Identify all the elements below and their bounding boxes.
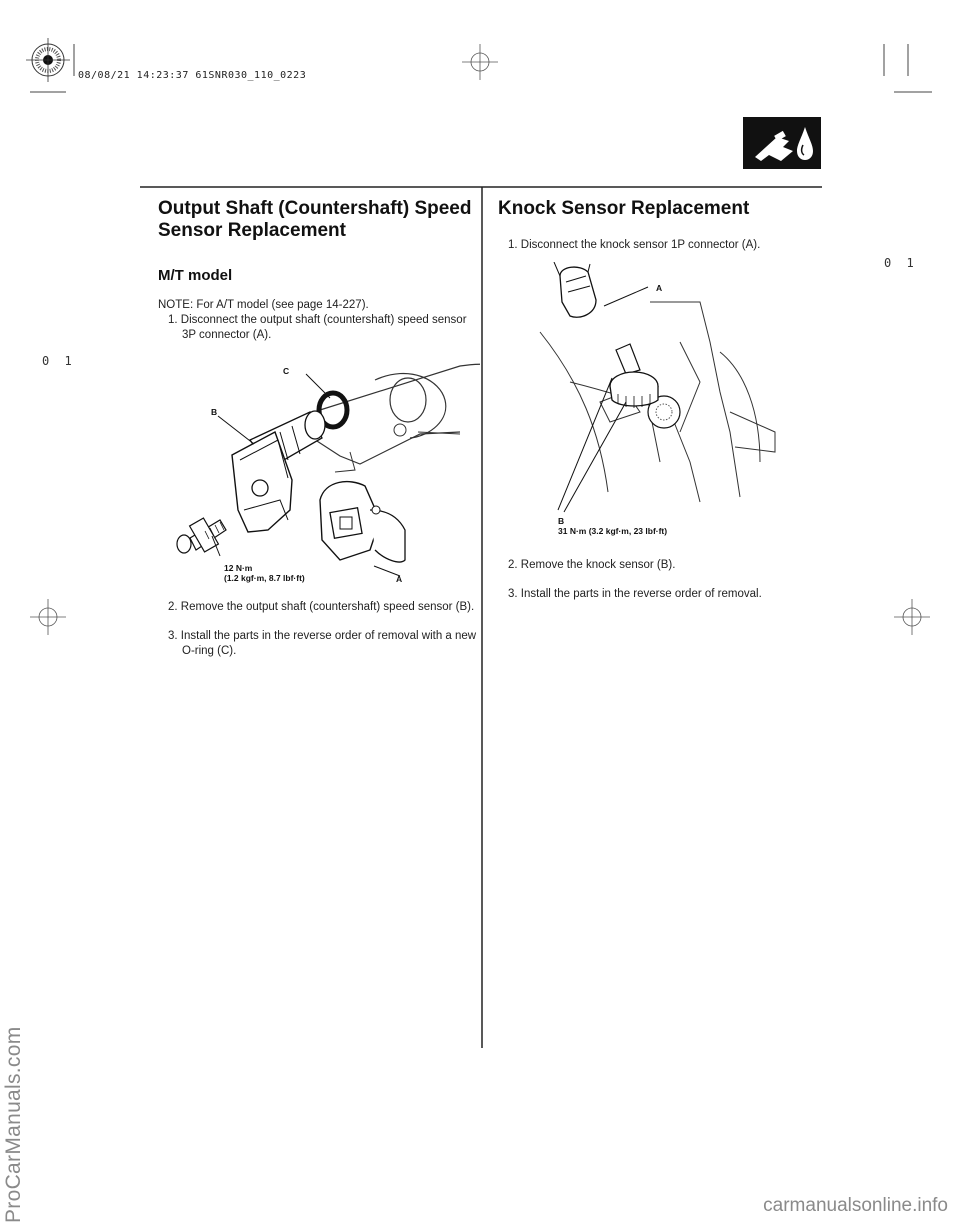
left-figure-torque-2: (1.2 kgf·m, 8.7 lbf·ft)	[224, 573, 305, 583]
right-figure-label-b: B	[558, 516, 565, 526]
registration-target-icon	[26, 38, 70, 82]
left-figure-label-b: B	[211, 407, 218, 417]
left-section-title: Output Shaft (Countershaft) Speed Sensor Replacement	[158, 198, 472, 241]
bottom-watermark: carmanualsonline.info	[763, 1195, 948, 1216]
note-text: NOTE: For A/T model (see page 14-227).	[158, 299, 369, 311]
right-step-1: 1. Disconnect the knock sensor 1P connector (A).	[508, 239, 761, 251]
right-margin-mark: 0 1	[884, 256, 918, 270]
left-section-subtitle: M/T model	[158, 267, 233, 284]
left-step-1: 1. Disconnect the output shaft (countershaft) speed sensor 3P connector (A).	[168, 314, 467, 341]
right-figure-label-a: A	[656, 283, 663, 293]
left-step-3: 3. Install the parts in the reverse order of removal with a new O-ring (C).	[168, 630, 477, 657]
right-step-3: 3. Install the parts in the reverse order of removal.	[508, 588, 762, 600]
knock-sensor-illustration	[530, 262, 790, 522]
left-step-2: 2. Remove the output shaft (countershaft) speed sensor (B).	[168, 601, 475, 613]
left-steps-2-3	[158, 600, 478, 659]
right-steps-2-3	[498, 558, 818, 602]
right-step-2: 2. Remove the knock sensor (B).	[508, 559, 676, 571]
left-margin-mark: 0 1	[42, 354, 76, 368]
side-watermark: ProCarManuals.com	[2, 1026, 25, 1223]
left-figure-torque-1: 12 N·m	[224, 563, 253, 573]
left-figure-label-c: C	[283, 366, 290, 376]
left-figure-label-a: A	[396, 574, 403, 584]
right-figure-torque: 31 N·m (3.2 kgf·m, 23 lbf·ft)	[558, 526, 668, 536]
left-note-and-step1	[158, 298, 478, 343]
print-timestamp: 08/08/21 14:23:37 61SNR030_110_0223	[78, 70, 307, 81]
speed-sensor-illustration	[160, 360, 480, 590]
right-section-title: Knock Sensor Replacement	[498, 198, 750, 219]
right-step-1-block	[498, 238, 818, 253]
fuel-engine-section-icon	[743, 117, 821, 169]
